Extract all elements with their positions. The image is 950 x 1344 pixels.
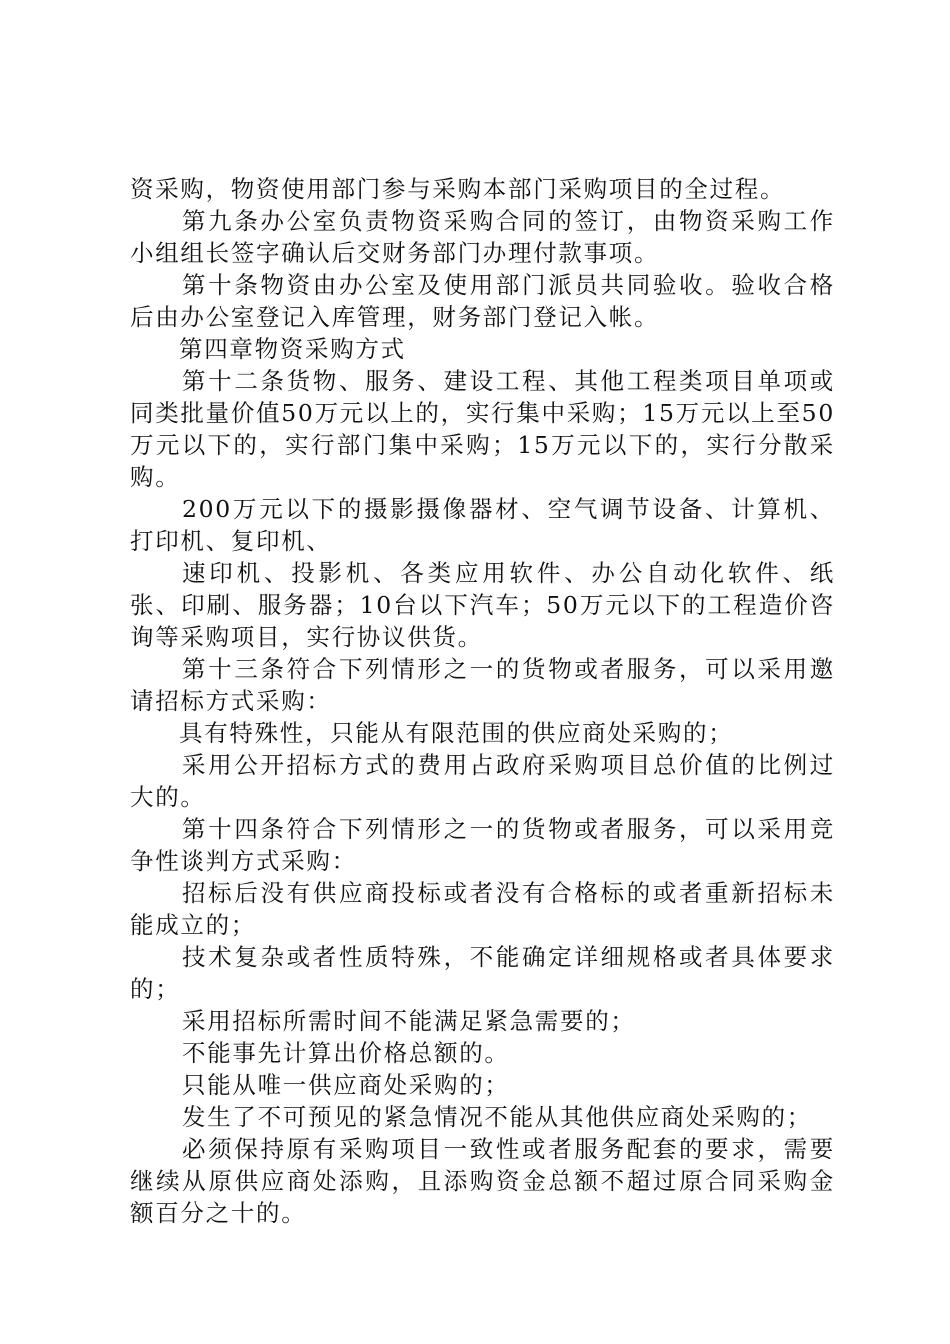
list-item: 采用公开招标方式的费用占政府采购项目总价值的比例过大的。	[130, 751, 835, 811]
list-item: 发生了不可预见的紧急情况不能从其他供应商处采购的；	[182, 1103, 812, 1131]
chapter-heading: 第四章物资采购方式	[179, 335, 406, 363]
document-body	[130, 173, 835, 1229]
paragraph-agreement-supply-2: 速印机、投影机、各类应用软件、办公自动化软件、纸张、印刷、服务器；10台以下汽车；50万元以下的工程造价咨询等采购项目，实行协议供货。	[130, 559, 835, 651]
list-item: 采用招标所需时间不能满足紧急需要的；	[182, 1007, 636, 1035]
paragraph-article-13: 第十三条符合下列情形之一的货物或者服务，可以采用邀请招标方式采购：	[130, 655, 835, 715]
paragraph-continuation: 资采购，物资使用部门参与采购本部门采购项目的全过程。	[130, 175, 786, 203]
list-item: 不能事先计算出价格总额的。	[182, 1039, 510, 1067]
paragraph-agreement-supply-1: 200万元以下的摄影摄像器材、空气调节设备、计算机、打印机、复印机、	[130, 495, 835, 555]
list-item: 必须保持原有采购项目一致性或者服务配套的要求，需要继续从原供应商处添购，且添购资金总额不超过原合同采购金额百分之十的。	[130, 1135, 835, 1227]
paragraph-article-9: 第九条办公室负责物资采购合同的签订，由物资采购工作小组组长签字确认后交财务部门办理付款事项。	[130, 207, 835, 267]
list-item: 具有特殊性，只能从有限范围的供应商处采购的；	[179, 719, 734, 747]
paragraph-article-10: 第十条物资由办公室及使用部门派员共同验收。验收合格后由办公室登记入库管理，财务部门登记入帐。	[130, 271, 835, 331]
paragraph-article-12: 第十二条货物、服务、建设工程、其他工程类项目单项或同类批量价值50万元以上的，实行集中采购；15万元以上至50万元以下的，实行部门集中采购；15万元以下的，实行分散采购。	[130, 367, 835, 491]
list-item: 只能从唯一供应商处采购的；	[182, 1071, 510, 1099]
paragraph-article-14: 第十四条符合下列情形之一的货物或者服务，可以采用竞争性谈判方式采购：	[130, 815, 835, 875]
list-item: 技术复杂或者性质特殊，不能确定详细规格或者具体要求的；	[130, 943, 835, 1003]
list-item: 招标后没有供应商投标或者没有合格标的或者重新招标未能成立的；	[130, 879, 835, 939]
